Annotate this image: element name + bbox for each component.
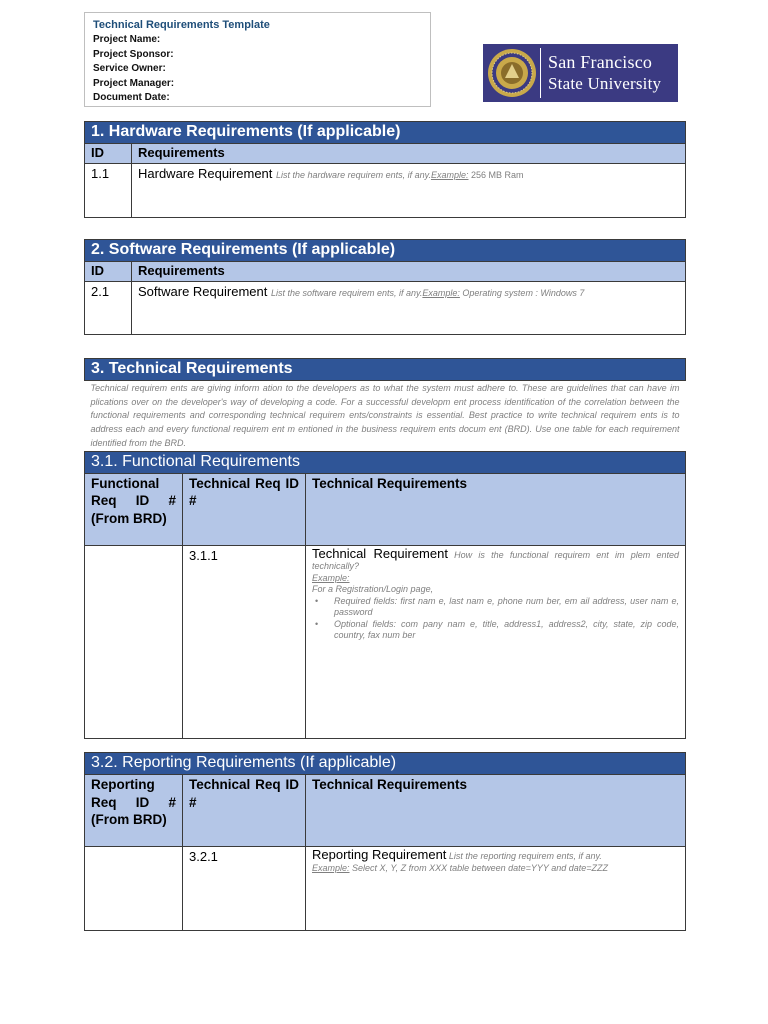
functional-heading: 3.1. Functional Requirements bbox=[85, 451, 686, 473]
hardware-example-label: Example: bbox=[430, 170, 469, 180]
software-row-id: 2.1 bbox=[85, 282, 132, 335]
functional-col-req-id: Functional Req ID # (From BRD) bbox=[85, 473, 183, 545]
software-heading: 2. Software Requirements (If applicable) bbox=[85, 240, 686, 262]
functional-row-req-id bbox=[85, 545, 183, 738]
functional-example-intro: For a Registration/Login page, bbox=[312, 584, 434, 595]
hardware-col-id: ID bbox=[85, 144, 132, 164]
technical-requirements-table bbox=[84, 358, 686, 739]
reporting-example-label: Example: bbox=[312, 862, 350, 873]
reporting-heading: 3.2. Reporting Requirements (If applicable) bbox=[85, 753, 686, 775]
required-fields-item: • Required fields: first nam e, last nam e, phone num ber, em ail address, user nam e, password bbox=[334, 596, 679, 619]
technical-description: Technical requirem ents are giving inform ation to the developers as to what the system must adhere to. These are guidelines that can have im plications over on the developer's way of developing a code. For a successful developm ent process identification of the correlation between the functional requirements and corresponding technical requirem ents/constraints is essential. Best practice to write technical requirem ents is to address each and every functional requirem ent m entioned in the business requirem ents docum ent (BRD). Use one table for each requirement identified from the BRD. bbox=[90, 383, 680, 448]
hardware-heading: 1. Hardware Requirements (If applicable) bbox=[85, 122, 686, 144]
project-sponsor-label: Project Sponsor: bbox=[93, 48, 174, 60]
functional-row-label: Technical Requirement bbox=[312, 545, 448, 561]
functional-row-requirement bbox=[306, 545, 686, 738]
functional-col-tech-req-id: Technical Req ID # bbox=[183, 473, 306, 545]
reporting-row-requirement bbox=[306, 847, 686, 931]
project-name-label: Project Name: bbox=[93, 34, 161, 45]
functional-example-list bbox=[312, 596, 679, 642]
reporting-row-note: List the reporting requirem ents, if any. bbox=[448, 851, 602, 861]
software-col-requirements: Requirements bbox=[132, 262, 686, 282]
hardware-row-id: 1.1 bbox=[85, 164, 132, 218]
software-row-label: Software Requirement bbox=[138, 284, 268, 299]
hardware-requirements-table bbox=[84, 121, 686, 218]
hardware-row-requirement bbox=[132, 164, 686, 218]
university-logo bbox=[483, 44, 678, 102]
functional-row-note: How is the functional requirem ent im plem ented technically? bbox=[312, 549, 679, 572]
logo-line-2: State University bbox=[548, 74, 662, 93]
reporting-col-technical-requirements: Technical Requirements bbox=[306, 775, 686, 847]
software-row-note: List the software requirem ents, if any. bbox=[270, 288, 423, 298]
reporting-requirements-table bbox=[84, 752, 686, 931]
hardware-example-text: 256 MB Ram bbox=[468, 170, 524, 180]
document-info-box bbox=[84, 12, 431, 107]
technical-heading: 3. Technical Requirements bbox=[85, 359, 686, 381]
reporting-row-label: Reporting Requirement bbox=[312, 847, 447, 862]
template-title: Technical Requirements Template bbox=[93, 19, 270, 31]
reporting-example-text: Select X, Y, Z from XXX table between date=YYY and date=ZZZ bbox=[349, 862, 609, 873]
logo-separator bbox=[540, 48, 541, 98]
software-col-id: ID bbox=[85, 262, 132, 282]
logo-line-1: San Francisco bbox=[548, 52, 653, 72]
software-requirements-table bbox=[84, 239, 686, 335]
software-example-text: Operating system : Windows 7 bbox=[459, 288, 585, 298]
software-row-requirement bbox=[132, 282, 686, 335]
university-seal-icon bbox=[487, 48, 537, 98]
functional-col-technical-requirements: Technical Requirements bbox=[306, 473, 686, 545]
hardware-row-label: Hardware Requirement bbox=[138, 166, 273, 181]
reporting-row-req-id bbox=[85, 847, 183, 931]
optional-fields-item: • Optional fields: com pany nam e, title, address1, address2, city, state, zip code, country, fax num ber bbox=[334, 619, 679, 642]
reporting-col-tech-req-id: Technical Req ID # bbox=[183, 775, 306, 847]
logo-wordmark bbox=[548, 51, 661, 95]
functional-example-label: Example: bbox=[312, 572, 350, 583]
reporting-col-req-id: Reporting Req ID # (From BRD) bbox=[85, 775, 183, 847]
functional-row-tech-id: 3.1.1 bbox=[183, 545, 306, 738]
software-example-label: Example: bbox=[422, 288, 460, 298]
hardware-col-requirements: Requirements bbox=[132, 144, 686, 164]
document-date-label: Document Date: bbox=[93, 92, 170, 103]
reporting-row-tech-id: 3.2.1 bbox=[183, 847, 306, 931]
project-manager-label: Project Manager: bbox=[93, 77, 175, 89]
service-owner-label: Service Owner: bbox=[93, 63, 166, 74]
hardware-row-note: List the hardware requirem ents, if any. bbox=[276, 170, 431, 180]
